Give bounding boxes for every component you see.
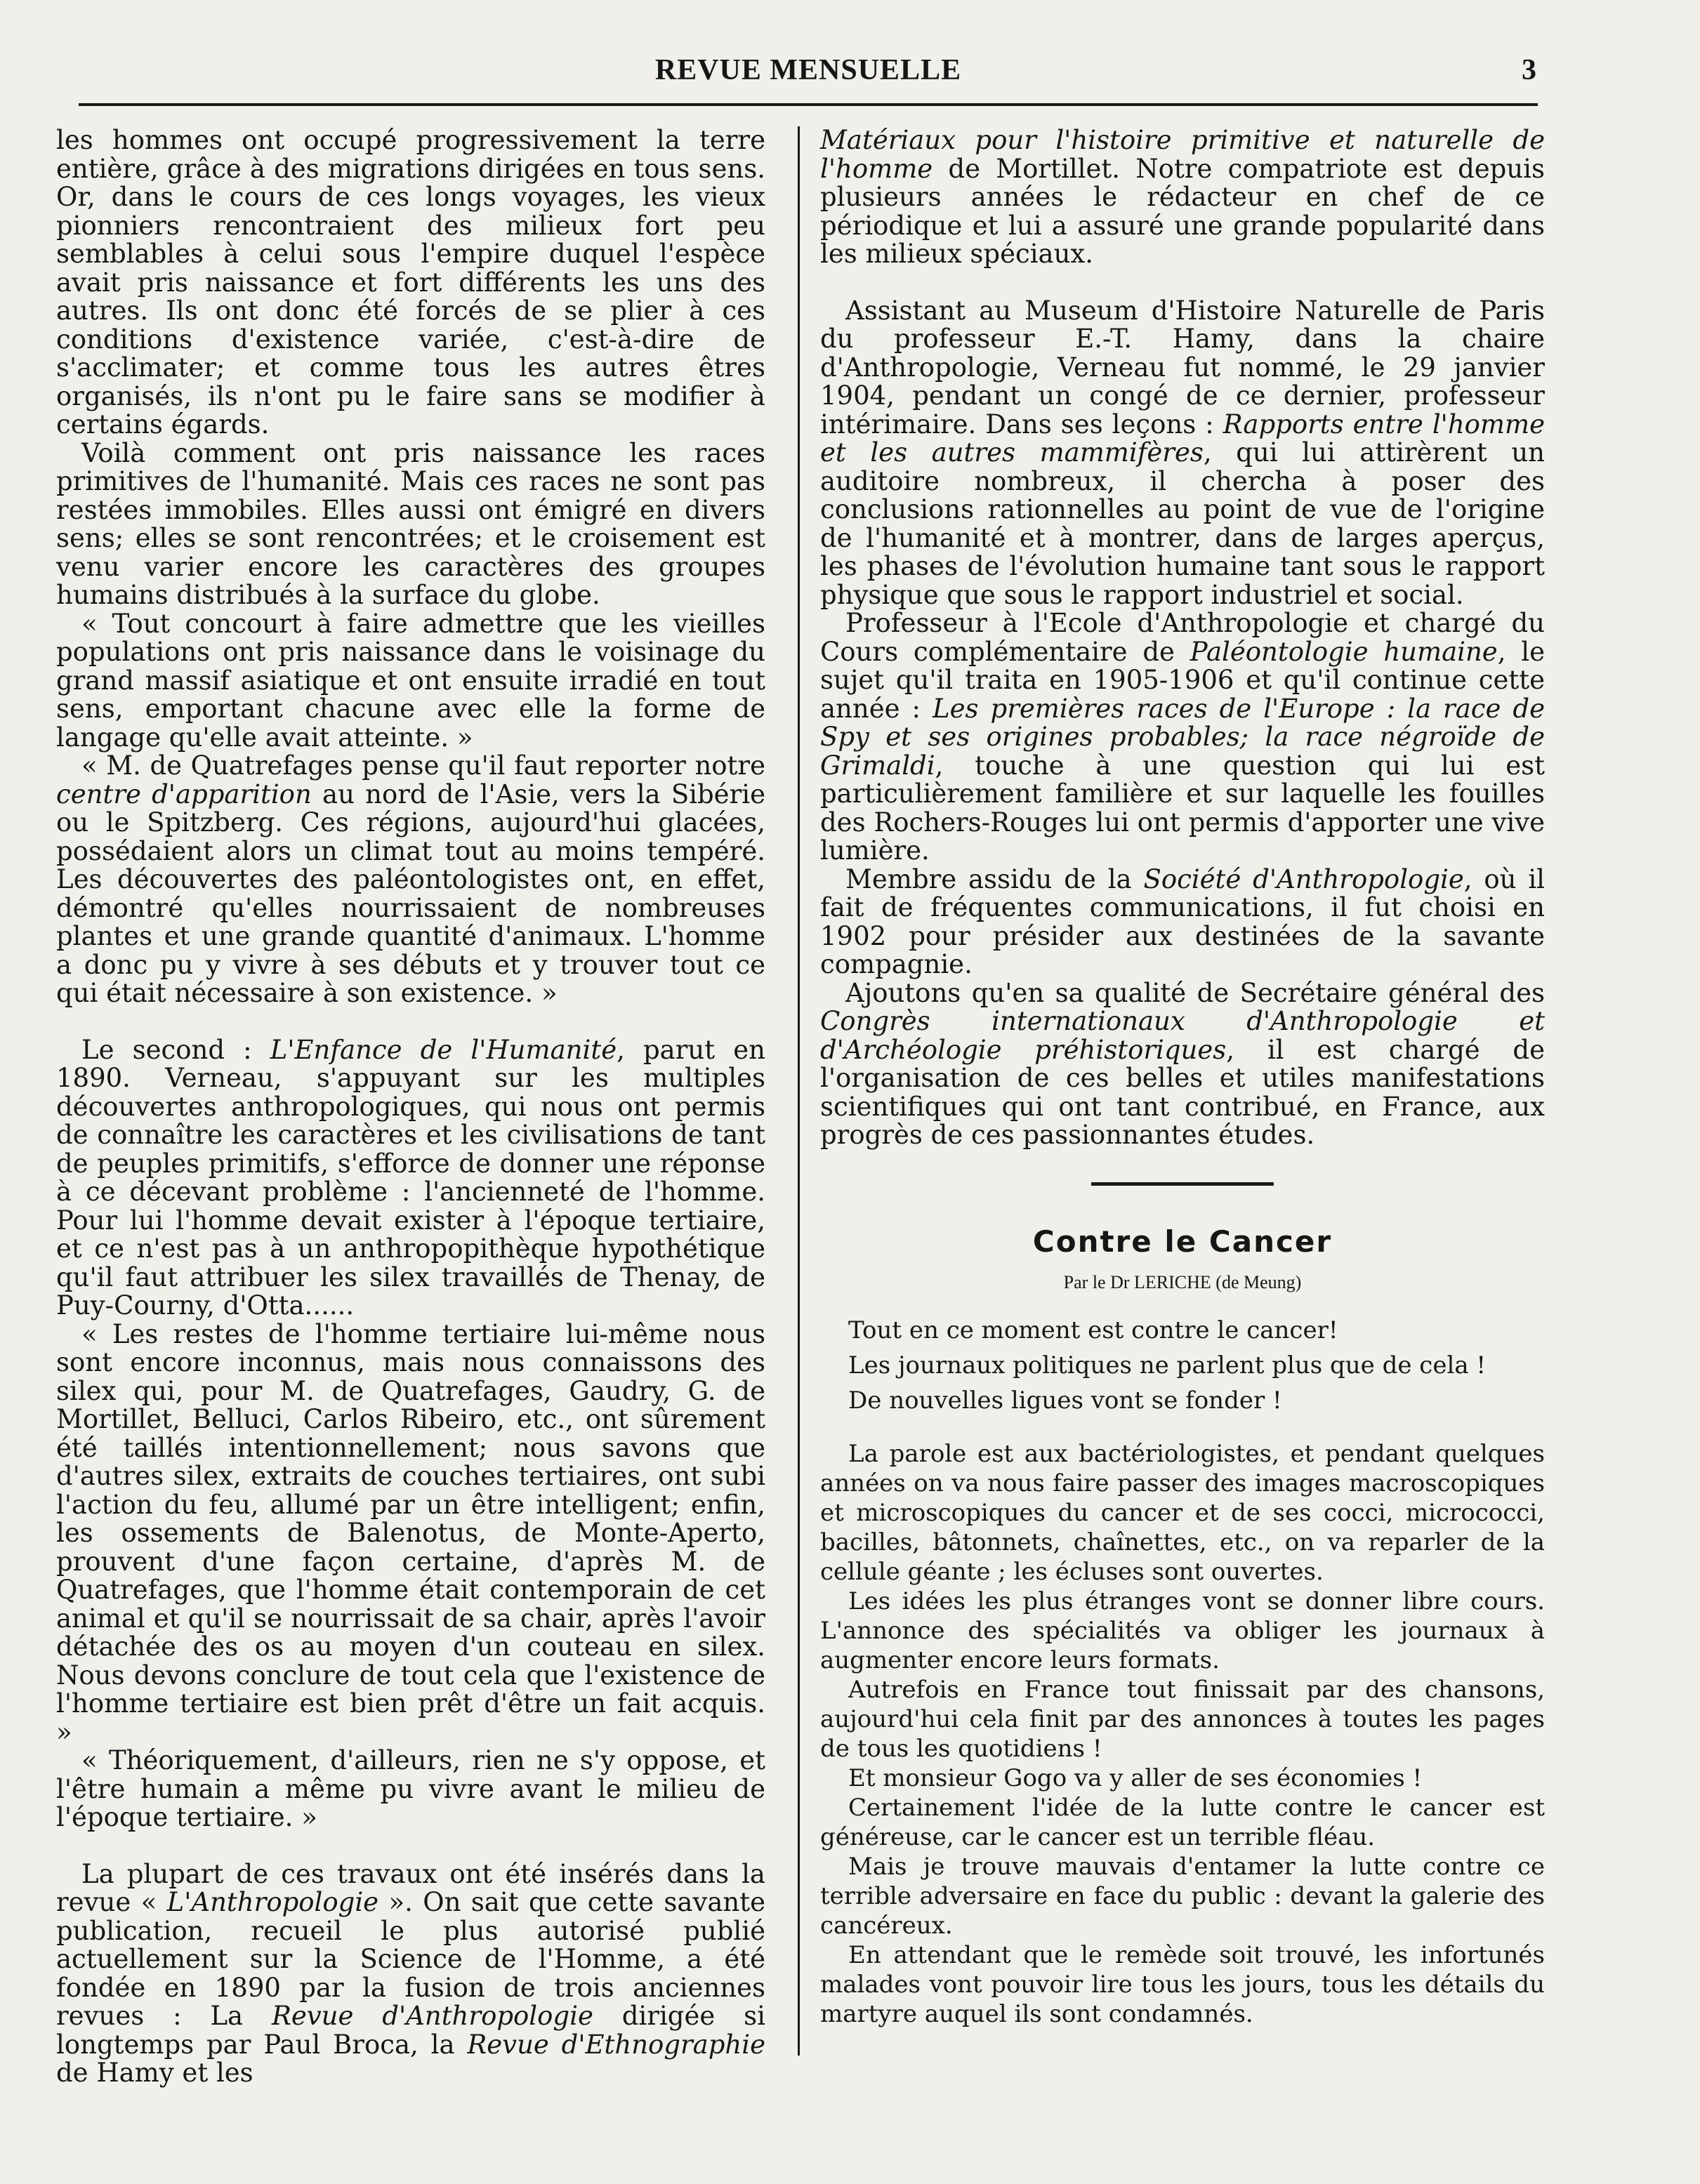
paragraph: « Les restes de l'homme tertiaire lui-même nous sont encore inconnus, mais nous connaissons des silex qui, pour M. de Quatrefages, Gaudry, G. de Mortillet, Belluci, Carlos Ribeiro, etc., ont sûrement été taillés intentionnellement; nous savons que d'autres silex, extraits de couches tertiaires, ont subi l'action du feu, allumé par un être intelligent; enfin, les ossements de Balenotus, de Monte-Aperto, prouvent d'une façon certaine, d'après M. de Quatrefages, que l'homme était contemporain de cet animal et qu'il se nourrissait de sa chair, après l'avoir détachée des os au moyen d'un couteau en silex. Nous devons conclure de tout cela que l'existence de l'homme tertiaire est bien prêt d'être un fait acquis. » xyxy=(56,1318,765,1747)
article-paragraph: Autrefois en France tout finissait par des chansons, aujourd'hui cela finit par des annonces à toutes les pages de tous les quotidiens ! xyxy=(820,1675,1545,1763)
article-line: Les journaux politiques ne parlent plus que de cela ! xyxy=(848,1351,1487,1379)
paragraph: Ajoutons qu'en sa qualité de Secrétaire général des Congrès internationaux d'Anthropologie et d'Archéologie préhistoriques, il est chargé de l'organisation de ces belles et utiles manifestations scientifiques qui ont tant contribué, en France, aux progrès de ces passionnantes études. xyxy=(820,977,1546,1150)
page-number: 3 xyxy=(1522,54,1536,86)
article-body xyxy=(820,1316,1545,2029)
article-paragraph: Et monsieur Gogo va y aller de ses économies ! xyxy=(848,1763,1423,1792)
article-paragraph: En attendant que le remède soit trouvé, les infortunés malades vont pouvoir lire tous les jours, tous les détails du martyre auquel ils sont condamnés. xyxy=(820,1940,1545,2028)
paragraph: Assistant au Museum d'Histoire Naturelle de Paris du professeur E.-T. Hamy, dans la chaire d'Anthropologie, Verneau fut nommé, le 29 janvier 1904, pendant un congé de ce dernier, professeur intérimaire. Dans ses leçons : Rapports entre l'homme et les autres mammifères, qui lui attirèrent un auditoire nombreux, il chercha à poser des conclusions rationnelles au point de vue de l'origine de l'humanité et à montrer, dans de larges aperçus, les phases de l'évolution humaine tant sous le rapport physique que sous le rapport industriel et social. xyxy=(820,295,1545,610)
paragraph: Professeur à l'Ecole d'Anthropologie et chargé du Cours complémentaire de Paléontologie humaine, le sujet qu'il traita en 1905-1906 et qu'il continue cette année : Les premières races de l'Europe : la race de Spy et ses origines probables; la race négroïde de Grimaldi, touche à une question qui lui est particulièrement familière et sur laquelle les fouilles des Rochers-Rouges lui ont permis d'apporter une vive lumière. xyxy=(820,608,1546,866)
article-paragraph: Mais je trouve mauvais d'entamer la lutte contre ce terrible adversaire en face du public : devant la galerie des cancéreux. xyxy=(820,1852,1545,1940)
article-paragraph: Certainement l'idée de la lutte contre le cancer est généreuse, car le cancer est un terrible fléau. xyxy=(820,1793,1545,1851)
right-column xyxy=(820,126,1545,2029)
section-separator xyxy=(1091,1182,1274,1186)
article-paragraph: La parole est aux bactériologistes, et pendant quelques années on va nous faire passer des images macroscopiques et microscopiques du cancer et de ses cocci, micrococci, bacilles, bâtonnets, chaînettes, etc., on va reparler de la cellule géante ; les écluses sont ouvertes. xyxy=(820,1439,1545,1586)
header-rule xyxy=(79,103,1538,106)
paragraph: « Tout concourt à faire admettre que les vieilles populations ont pris naissance dans le voisinage du grand massif asiatique et ont ensuite irradié en tout sens, emportant chacune avec elle la forme de langage qu'elle avait atteinte. » xyxy=(56,608,765,753)
paragraph: les hommes ont occupé progressivement la terre entière, grâce à des migrations dirigées en tous sens. Or, dans le cours de ces longs voyages, les vieux pionniers rencontraient des milieux fort peu semblables à celui sous l'empire duquel l'espèce avait pris naissance et fort différents les uns des autres. Ils ont donc été forcés de se plier à ces conditions d'existence variée, c'est-à-dire de s'acclimater; et comme tous les autres êtres organisés, ils n'ont pu le faire sans se modifier à certains égards. xyxy=(56,125,765,439)
paragraph: Membre assidu de la Société d'Anthropologie, où il fait de fréquentes communications, il fut choisi en 1902 pour présider aux destinées de la savante compagnie. xyxy=(820,863,1546,979)
running-title: REVUE MENSUELLE xyxy=(654,54,962,86)
paragraph: Voilà comment ont pris naissance les races primitives de l'humanité. Mais ces races ne sont pas restées immobiles. Elles aussi ont émigré en divers sens; elles se sont rencontrées; et le croisement est venu varier encore les caractères des groupes humains distribués à la surface du globe. xyxy=(56,437,765,610)
article-line: De nouvelles ligues vont se fonder ! xyxy=(848,1386,1282,1415)
paragraph: « M. de Quatrefages pense qu'il faut reporter notre centre d'apparition au nord de l'Asie, vers la Sibérie ou le Spitzberg. Ces régions, aujourd'hui glacées, possédaient alors un climat tout au moins tempéré. Les découvertes des paléontologistes ont, en effet, démontré qu'elles nourrissaient de nombreuses plantes et une grande quantité d'animaux. L'homme a donc pu y vivre à ses débuts et y trouver tout ce qui était nécessaire à son existence. » xyxy=(56,750,765,1008)
article-title: Contre le Cancer xyxy=(1032,1224,1333,1259)
left-column xyxy=(56,126,765,2088)
paragraph: Matériaux pour l'histoire primitive et naturelle de l'homme de Mortillet. Notre compatriote est depuis plusieurs années le rédacteur en chef de ce périodique et lui a assuré une grande popularité dans les milieux spéciaux. xyxy=(820,125,1545,269)
article-line: Tout en ce moment est contre le cancer! xyxy=(848,1316,1338,1344)
column-divider xyxy=(798,126,800,2056)
article-byline: Par le Dr LERICHE (de Meung) xyxy=(1063,1272,1302,1292)
paragraph: « Théoriquement, d'ailleurs, rien ne s'y oppose, et l'être humain a même pu vivre avant le milieu de l'époque tertiaire. » xyxy=(56,1745,765,1832)
paragraph: Le second : L'Enfance de l'Humanité, parut en 1890. Verneau, s'appuyant sur les multiples découvertes anthropologiques, qui nous ont permis de connaître les caractères et les civilisations de tant de peuples primitifs, s'efforce de donner une réponse à ce décevant problème : l'ancienneté de l'homme. Pour lui l'homme devait exister à l'époque tertiaire, et ce n'est pas à un anthropopithèque hypothétique qu'il faut attribuer les silex travaillés de Thenay, de Puy-Courny, d'Otta...... xyxy=(56,1034,765,1321)
article-paragraph: Les idées les plus étranges vont se donner libre cours. L'annonce des spécialités va obliger les journaux à augmenter encore leurs formats. xyxy=(820,1587,1545,1674)
paragraph: La plupart de ces travaux ont été insérés dans la revue « L'Anthropologie ». On sait que cette savante publication, recueil le plus autorisé publié actuellement sur la Science de l'Homme, a été fondée en 1890 par la fusion de trois anciennes revues : La Revue d'Anthropologie dirigée si longtemps par Paul Broca, la Revue d'Ethnographie de Hamy et les xyxy=(56,1858,766,2088)
page-header xyxy=(81,53,1535,93)
